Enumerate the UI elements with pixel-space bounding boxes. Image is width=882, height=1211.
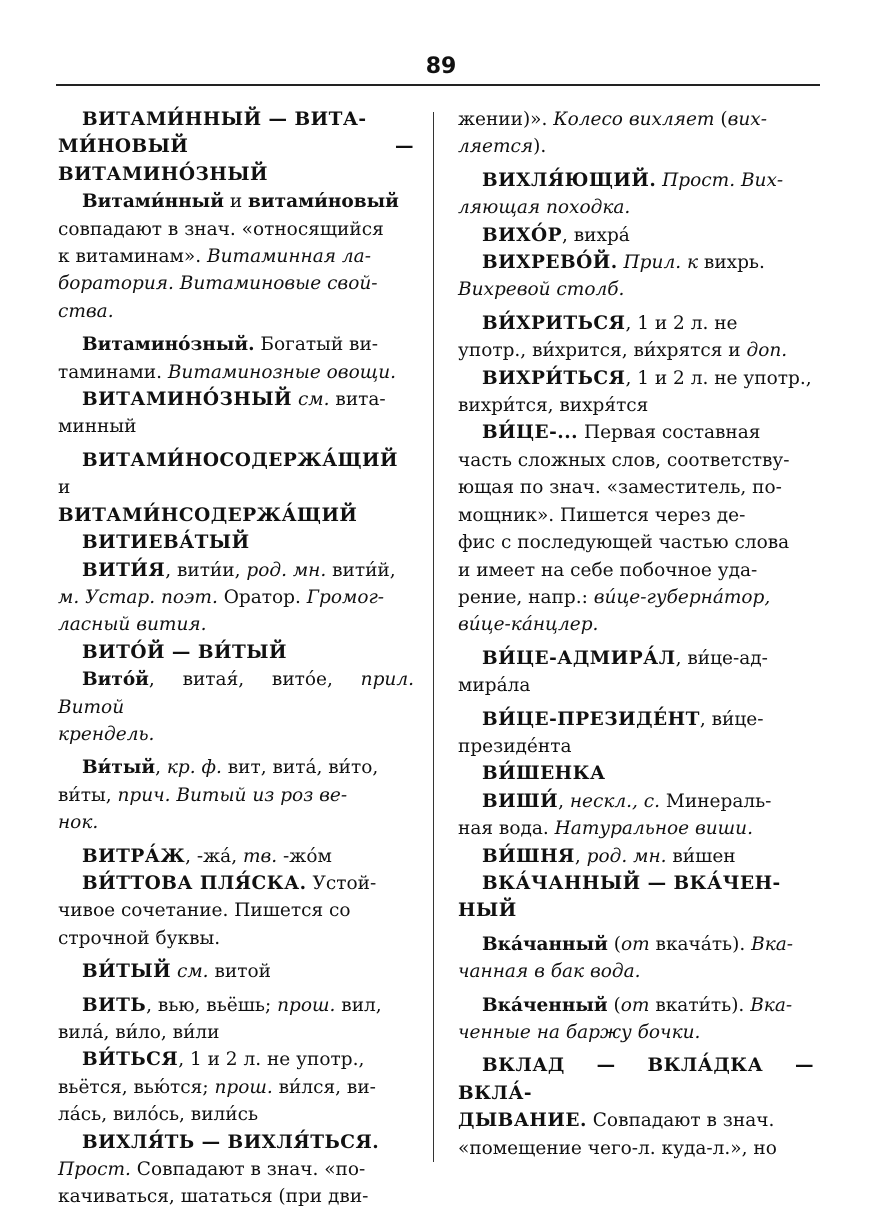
headword-text: ВИХО́Р (482, 224, 562, 246)
dictionary-line: употр., ви́хрится, ви́хрятся и доп. (458, 340, 788, 362)
italic-text: Витаминозные овощи. (167, 361, 397, 383)
dictionary-line (58, 721, 414, 748)
dictionary-line: Вито́й, витая́, вито́е, прил. Витой (58, 669, 414, 718)
italic-text: Прил. к (623, 252, 699, 274)
italic-text: кр. ф. (166, 757, 222, 779)
italic-text: ляется (458, 136, 534, 158)
dictionary-line (58, 298, 414, 325)
dictionary-line (458, 958, 814, 985)
dictionary-line (58, 809, 414, 836)
headword-text: МИ́НОВЫЙ — ВИТАМИНО́ЗНЫЙ (58, 136, 414, 185)
dictionary-line (458, 276, 814, 303)
headword-text: Вка́чанный (482, 933, 608, 955)
dictionary-line: строчной буквы. (58, 927, 221, 949)
headword-text: витами́новый (248, 191, 399, 213)
dictionary-line: ВИТРА́Ж, -жа́, тв. -жо́м (82, 845, 332, 867)
italic-text: тв. (242, 845, 278, 867)
italic-text: Вихревой столб. (458, 279, 625, 301)
page-number: 89 (425, 54, 457, 79)
dictionary-line: ВИТАМИ́НОСОДЕРЖА́ЩИЙ и (58, 449, 399, 499)
dictionary-line (58, 1129, 414, 1156)
headword-text: ВИХЛЯ́ЮЩИЙ. (482, 169, 657, 191)
dictionary-line: ВИ́ТЬСЯ, 1 и 2 л. не употр., (82, 1049, 365, 1071)
italic-text: чанная в бак вода. (458, 961, 641, 983)
italic-text: ченные на баржу бочки. (458, 1022, 701, 1043)
dictionary-line: минный (58, 416, 137, 438)
headword-text: ВКЛАД — ВКЛА́ДКА — ВКЛА́- (458, 1055, 814, 1104)
dictionary-line: ВИХРИ́ТЬСЯ, 1 и 2 л. не употр., (482, 367, 812, 389)
headword-text: Витами́нный (82, 191, 224, 213)
dictionary-line (458, 760, 814, 787)
dictionary-line (458, 611, 814, 638)
headword-text: ВИХРЕВО́Й. (482, 252, 618, 274)
headword-text: ВИТИЕВА́ТЫЙ (82, 532, 250, 554)
headword-text: Витамино́зный. (82, 334, 255, 356)
dictionary-line (58, 133, 414, 188)
dictionary-line: ВИТИ́Я, вити́и, род. мн. вити́й, (82, 559, 396, 581)
dictionary-line (58, 611, 414, 638)
dictionary-line: ВИТАМИНО́ЗНЫЙ см. вита- (82, 389, 386, 411)
dictionary-line: Вка́чанный (от вкача́ть). Вка- (482, 933, 794, 955)
dictionary-line: ющая по знач. «заместитель, по- (458, 477, 782, 499)
italic-text: род. мн. (586, 845, 667, 867)
headword-text: ВИ́ТЬСЯ (82, 1049, 179, 1071)
dictionary-line: вихри́тся, вихря́тся (458, 395, 649, 417)
dictionary-line: ВИХО́Р, вихра́ (482, 224, 630, 246)
italic-text: ляющая походка. (458, 197, 631, 219)
dictionary-line: качиваться, шататься (при дви- (58, 1186, 369, 1208)
italic-text: род. мн. (246, 559, 327, 581)
italic-text: ви́це-губерна́тор, (593, 586, 771, 608)
dictionary-line: ДЫВАНИЕ. Совпадают в знач. (458, 1110, 775, 1132)
headword-text: ВИТАМИ́НОСОДЕРЖА́ЩИЙ (82, 449, 399, 471)
left-column (58, 106, 414, 1211)
italic-text: прош. (214, 1076, 273, 1098)
italic-text: от (620, 994, 650, 1016)
headword-text: Вито́й (82, 669, 149, 691)
dictionary-line: и имеет на себе побочное уда- (458, 559, 758, 581)
italic-text: см. (176, 961, 209, 983)
headword-text: ВИШИ́ (482, 790, 559, 812)
dictionary-line: вьётся, вью́тся; прош. ви́лся, ви- (58, 1076, 376, 1098)
italic-text: ства. (58, 300, 114, 322)
dictionary-line: ВИ́ШНЯ, род. мн. ви́шен (482, 845, 736, 867)
dictionary-line: ВИ́ХРИТЬСЯ, 1 и 2 л. не (482, 312, 738, 334)
dictionary-line: жении)». Колесо вихляет (вих- (458, 109, 767, 130)
italic-text: Прост. (58, 1159, 131, 1181)
headword-text: ВИТО́Й — ВИ́ТЫЙ (82, 641, 287, 663)
italic-text: Громог- (306, 586, 385, 608)
italic-text: прош. (277, 994, 336, 1016)
dictionary-line: таминами. Витаминозные овощи. (58, 361, 397, 383)
headword-text: Ви́тый (82, 757, 156, 779)
dictionary-line: ВИТЬ, вью, вьёшь; прош. вил, (82, 994, 382, 1016)
headword-text: ВИХЛЯ́ТЬ — ВИХЛЯ́ТЬСЯ. (82, 1131, 380, 1153)
dictionary-line (58, 502, 414, 529)
headword-text: ВИТРА́Ж (82, 845, 186, 867)
dictionary-line: ВИ́ЦЕ-ПРЕЗИДЕ́НТ, ви́це- (482, 708, 764, 730)
dictionary-line: Вка́ченный (от вкати́ть). Вка- (482, 994, 793, 1016)
italic-text: крендель. (58, 723, 155, 745)
dictionary-line: президе́нта (458, 735, 572, 757)
column-divider (433, 112, 434, 1162)
headword-text: ВИТИ́Я (82, 559, 166, 581)
headword-text: ВИ́ТТОВА ПЛЯ́СКА. (82, 872, 307, 894)
headword-text: ВИ́ТЫЙ (82, 961, 172, 983)
headword-text: ВИ́ШНЯ (482, 845, 575, 867)
italic-text: см. (297, 389, 330, 411)
dictionary-line: «помещение чего-л. куда-л.», но (458, 1137, 777, 1159)
dictionary-line (458, 1052, 814, 1107)
dictionary-line: ВИ́ТЫЙ см. витой (82, 961, 271, 983)
headword-text: ВИТАМИНО́ЗНЫЙ (82, 389, 293, 411)
dictionary-line (458, 194, 814, 221)
dictionary-line (58, 270, 414, 297)
headword-text: ВИ́ШЕНКА (482, 763, 606, 785)
headword-text: ВИТЬ (82, 994, 147, 1016)
italic-text: вих- (727, 109, 767, 130)
dictionary-line: ВИ́ТТОВА ПЛЯ́СКА. Устой- (82, 872, 377, 894)
headword-text: ДЫВАНИЕ. (458, 1110, 587, 1132)
dictionary-line: ла́сь, вило́сь, вили́сь (58, 1104, 259, 1126)
dictionary-line: м. Устар. поэт. Оратор. Громог- (58, 586, 385, 608)
dictionary-line (458, 897, 814, 924)
italic-text: Вка- (750, 994, 793, 1016)
italic-text: ви́це-ка́нцлер. (458, 614, 599, 636)
dictionary-line: фис с последующей частью слова (458, 532, 790, 554)
dictionary-line: ВИШИ́, нескл., с. Минераль- (482, 790, 772, 812)
italic-text: от (620, 933, 650, 955)
dictionary-line: к витаминам». Витаминная ла- (58, 246, 371, 268)
headword-text: ВИ́ЦЕ-... (482, 422, 579, 444)
headword-text: ВКА́ЧАННЫЙ — ВКА́ЧЕН- (482, 872, 781, 894)
dictionary-line: Прост. Совпадают в знач. «по- (58, 1159, 366, 1181)
italic-text: Прост. Вих- (662, 169, 784, 191)
italic-text: Колесо вихляет (553, 109, 715, 130)
headword-text: Вка́ченный (482, 994, 608, 1016)
right-column (458, 106, 814, 1162)
dictionary-line: мира́ла (458, 675, 531, 697)
dictionary-line (58, 639, 414, 666)
italic-text: нок. (58, 812, 99, 834)
dictionary-line: Витамино́зный. Богатый ви- (82, 334, 379, 356)
header-rule (56, 84, 820, 86)
italic-text: ласный вития. (58, 614, 207, 636)
dictionary-line: ви́ты, прич. Витый из роз ве- (58, 784, 348, 806)
italic-text: м. Устар. поэт. (58, 586, 218, 608)
headword-text: ВИ́ХРИТЬСЯ (482, 312, 626, 334)
italic-text: нескл., с. (569, 790, 661, 812)
headword-text: ВИТАМИ́НСОДЕРЖА́ЩИЙ (58, 504, 358, 526)
dictionary-line (458, 167, 814, 194)
dictionary-line (58, 529, 414, 556)
dictionary-line: совпадают в знач. «относящийся (58, 218, 384, 240)
dictionary-line (458, 870, 814, 897)
dictionary-line: ВИ́ЦЕ-АДМИРА́Л, ви́це-ад- (482, 647, 768, 669)
italic-text: боратория. Витаминовые свой- (58, 273, 378, 295)
dictionary-line: Витами́нный и витами́новый (82, 191, 399, 213)
dictionary-line: мощник». Пишется через де- (458, 504, 746, 526)
italic-text: Витаминная ла- (207, 246, 371, 268)
dictionary-line (458, 1019, 814, 1046)
headword-text: ВИ́ЦЕ-АДМИРА́Л (482, 647, 676, 669)
dictionary-line (58, 106, 414, 133)
dictionary-line: рение, напр.: ви́це-губерна́тор, (458, 586, 771, 608)
italic-text: прич. Витый из роз ве- (117, 784, 348, 806)
italic-text: прил. Витой (58, 669, 414, 718)
dictionary-line: вила́, ви́ло, ви́ли (58, 1022, 220, 1043)
dictionary-line: ляется). (458, 136, 547, 158)
dictionary-line: часть сложных слов, соответству- (458, 449, 790, 471)
headword-text: НЫЙ (458, 900, 517, 922)
dictionary-line: Ви́тый, кр. ф. вит, вита́, ви́то, (82, 757, 379, 779)
italic-text: доп. (746, 340, 788, 362)
headword-text: ВИТАМИ́ННЫЙ — ВИТА- (82, 109, 367, 130)
italic-text: Вка- (751, 933, 794, 955)
headword-text: ВИ́ЦЕ-ПРЕЗИДЕ́НТ (482, 708, 700, 730)
dictionary-line: чивое сочетание. Пишется со (58, 900, 351, 922)
italic-text: Натуральное виши. (554, 818, 753, 840)
headword-text: ВИХРИ́ТЬСЯ (482, 367, 626, 389)
dictionary-line: ВИ́ЦЕ-... Первая составная (482, 422, 761, 444)
dictionary-line: ВИХРЕВО́Й. Прил. к вихрь. (482, 252, 765, 274)
dictionary-line: ная вода. Натуральное виши. (458, 818, 753, 840)
